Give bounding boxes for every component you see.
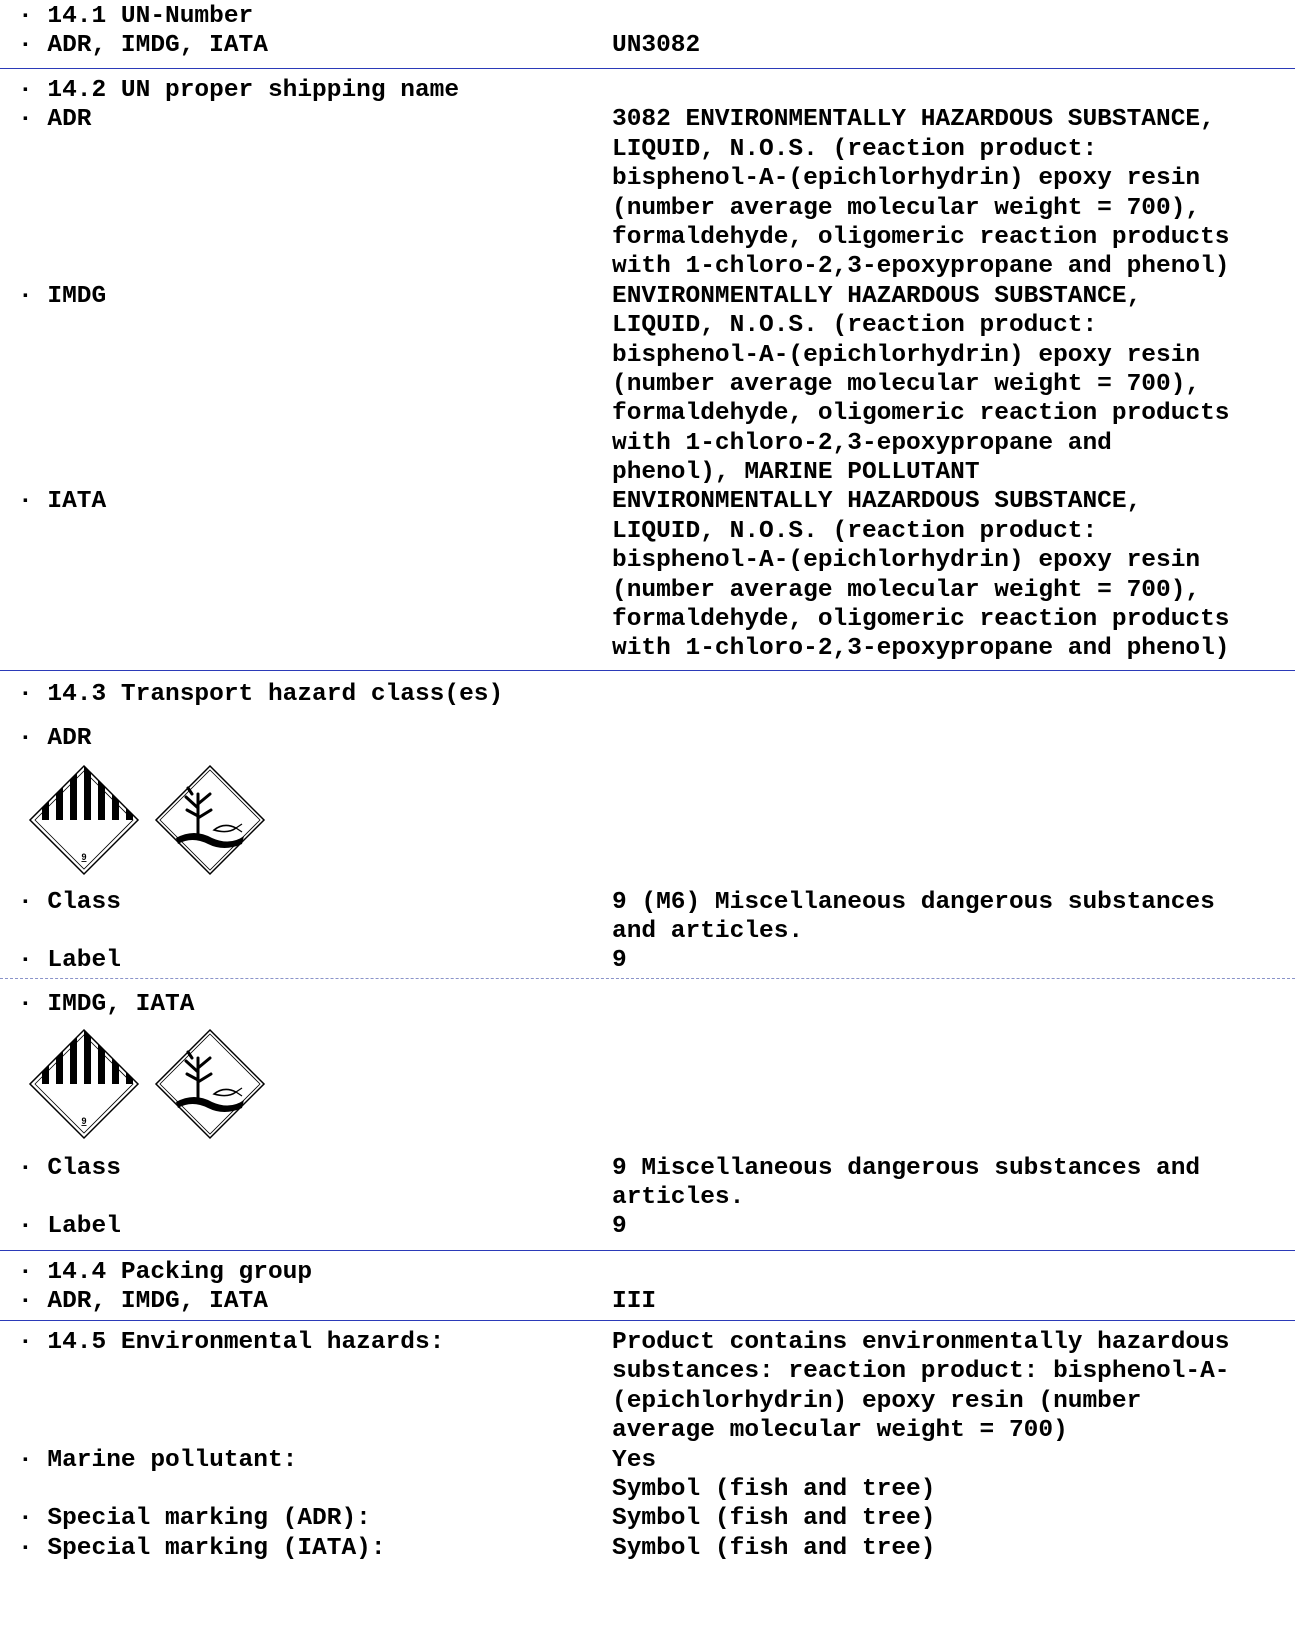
shipping-name-line: LIQUID, N.O.S. (reaction product: bbox=[612, 312, 1098, 340]
row-value: 9 Miscellaneous dangerous substances and bbox=[612, 1155, 1201, 1182]
class-9-hazard-label-icon bbox=[28, 764, 140, 876]
row-label: · Label bbox=[18, 947, 121, 974]
subsection-divider bbox=[0, 978, 1295, 979]
row-value: UN3082 bbox=[612, 32, 701, 60]
shipping-name-line: 3082 ENVIRONMENTALLY HAZARDOUS SUBSTANCE, bbox=[612, 106, 1215, 134]
row-value: articles. bbox=[612, 1184, 745, 1211]
row-label: · Special marking (IATA): bbox=[18, 1534, 386, 1562]
row-label: · ADR bbox=[18, 725, 92, 752]
adr-hazard-symbols bbox=[28, 764, 266, 876]
row-value: and articles. bbox=[612, 918, 804, 945]
shipping-name-line: with 1-chloro-2,3-epoxypropane and bbox=[612, 429, 1112, 457]
row-label: · ADR, IMDG, IATA bbox=[18, 1288, 268, 1315]
section-14-5 bbox=[0, 1328, 1295, 1563]
shipping-name-line: formaldehyde, oligomeric reaction products bbox=[612, 606, 1230, 634]
row-value: 9 (M6) Miscellaneous dangerous substances bbox=[612, 889, 1215, 916]
row-value: Symbol (fish and tree) bbox=[612, 1534, 936, 1562]
row-value: Symbol (fish and tree) bbox=[612, 1505, 936, 1533]
section-divider bbox=[0, 1250, 1295, 1251]
row-value: (epichlorhydrin) epoxy resin (number bbox=[612, 1387, 1142, 1415]
section-divider bbox=[0, 68, 1295, 69]
row-label: · IATA bbox=[18, 488, 107, 516]
label-number: 9 bbox=[81, 852, 87, 862]
section-heading: · 14.2 UN proper shipping name bbox=[18, 77, 460, 104]
section-heading: · 14.4 Packing group bbox=[18, 1259, 313, 1286]
shipping-name-line: bisphenol-A-(epichlorhydrin) epoxy resin bbox=[612, 165, 1201, 193]
row-label: · Class bbox=[18, 889, 121, 916]
row-label: · IMDG, IATA bbox=[18, 991, 195, 1018]
environmental-hazard-fish-tree-icon bbox=[154, 764, 266, 876]
shipping-name-line: LIQUID, N.O.S. (reaction product: bbox=[612, 135, 1098, 163]
section-divider bbox=[0, 670, 1295, 671]
row-label: · ADR, IMDG, IATA bbox=[18, 32, 268, 60]
shipping-name-line: formaldehyde, oligomeric reaction products bbox=[612, 400, 1230, 428]
row-value: 9 bbox=[612, 1213, 627, 1240]
row-value: III bbox=[612, 1288, 657, 1315]
shipping-name-line: (number average molecular weight = 700), bbox=[612, 576, 1201, 604]
shipping-name-line: (number average molecular weight = 700), bbox=[612, 370, 1201, 398]
environmental-hazard-fish-tree-icon bbox=[154, 1028, 266, 1140]
shipping-name-line: ENVIRONMENTALLY HAZARDOUS SUBSTANCE, bbox=[612, 488, 1142, 516]
class-9-hazard-label-icon bbox=[28, 1028, 140, 1140]
shipping-name-line: formaldehyde, oligomeric reaction products bbox=[612, 223, 1230, 251]
row-value: Product contains environmentally hazardous bbox=[612, 1329, 1230, 1356]
shipping-name-line: LIQUID, N.O.S. (reaction product: bbox=[612, 517, 1098, 545]
imdg-iata-hazard-symbols bbox=[28, 1028, 266, 1140]
row-value: Symbol (fish and tree) bbox=[612, 1475, 936, 1503]
label-number: 9 bbox=[81, 1116, 87, 1126]
shipping-name-line: with 1-chloro-2,3-epoxypropane and phenol) bbox=[612, 635, 1230, 663]
shipping-name-line: with 1-chloro-2,3-epoxypropane and phenol) bbox=[612, 253, 1230, 281]
shipping-name-line: bisphenol-A-(epichlorhydrin) epoxy resin bbox=[612, 341, 1201, 369]
row-label: · IMDG bbox=[18, 282, 107, 310]
row-label: · Special marking (ADR): bbox=[18, 1505, 371, 1533]
shipping-name-line: ENVIRONMENTALLY HAZARDOUS SUBSTANCE, bbox=[612, 282, 1142, 310]
shipping-name-line: phenol), MARINE POLLUTANT bbox=[612, 459, 980, 487]
section-divider bbox=[0, 1320, 1295, 1321]
section-heading: · 14.3 Transport hazard class(es) bbox=[18, 681, 504, 708]
row-value: average molecular weight = 700) bbox=[612, 1417, 1068, 1445]
section-heading: · 14.1 UN-Number bbox=[18, 3, 254, 30]
shipping-name-line: bisphenol-A-(epichlorhydrin) epoxy resin bbox=[612, 547, 1201, 575]
row-value: Yes bbox=[612, 1446, 657, 1474]
row-label: · ADR bbox=[18, 106, 92, 134]
row-label: · Label bbox=[18, 1213, 121, 1240]
row-label: · Class bbox=[18, 1155, 121, 1182]
shipping-name-line: (number average molecular weight = 700), bbox=[612, 194, 1201, 222]
row-label: · 14.5 Environmental hazards: bbox=[18, 1329, 445, 1356]
row-value: 9 bbox=[612, 947, 627, 974]
row-value: substances: reaction product: bisphenol-A- bbox=[612, 1358, 1230, 1386]
section-14-2 bbox=[0, 76, 1295, 664]
section-14-1 bbox=[0, 2, 1295, 61]
row-label: · Marine pollutant: bbox=[18, 1446, 298, 1474]
